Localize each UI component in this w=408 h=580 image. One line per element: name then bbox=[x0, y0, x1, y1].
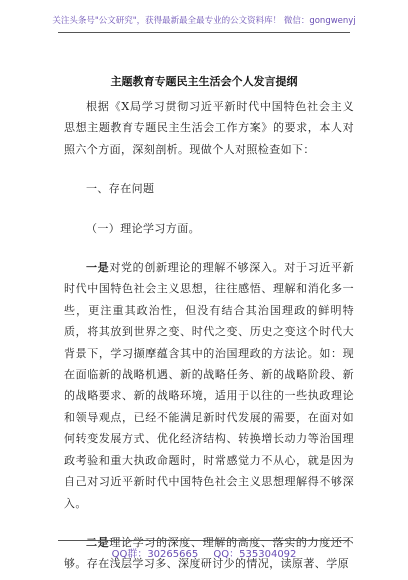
footer-qq-group: QQ群：30265665 bbox=[111, 549, 199, 560]
document-body bbox=[64, 96, 354, 575]
paragraph-1-text: 对党的创新理论的理解不够深入。对于习近平新时代中国特色社会主义思想，往往感悟、理解和消化多一些，更注重其政治性，但没有结合其治国理政的鲜明特质，将其放到世界之变、时代之变、历史之变这个时代大背景下，学习撷摩蕴含其中的治国理政的方法论。如：现在面临新的战略机遇、新的战略任务、新的战略阶段、新的战略要求、新的战略环境，适用于以往的一些执政理论和领导观点，已经不能满足新时代发展的需要，在面对如何转变发展方式、优化经济结构、转换增长动力等治国理政考验和重大执政命题时，时常感觉力不从心，就是因为自己对习近平新时代中国特色社会主义思想理解得不够深入。 bbox=[64, 261, 354, 510]
footer-qq: QQ：535304092 bbox=[213, 549, 297, 560]
paragraph-2-lead: 二是 bbox=[86, 535, 110, 549]
subsection-heading: （一）理论学习方面。 bbox=[86, 221, 200, 235]
header-banner: 关注头条号"公文研究"，获得最新最全最专业的公文资料库！ 微信：gongwenyj bbox=[52, 16, 356, 26]
footer-divider bbox=[58, 540, 350, 541]
paragraph-2-text: 理论学习的深度、理解的高度、落实的力度还不够。存在浅层学习多、深度研讨少的情况，读原著、学原 bbox=[64, 535, 354, 571]
footer bbox=[0, 545, 408, 560]
document-title: 主题教育专题民主生活会个人发言提纲 bbox=[110, 75, 298, 88]
paragraph-1 bbox=[64, 257, 354, 514]
paragraph-1-lead: 一是 bbox=[86, 261, 110, 275]
intro-paragraph: 根据《X局学习贯彻习近平新时代中国特色社会主义思想主题教育专题民主生活会工作方案》的要求，本人对照六个方面，深刻剖析。现做个人对照检查如下： bbox=[64, 100, 354, 156]
header-divider bbox=[58, 32, 350, 33]
section-heading: 一、存在问题 bbox=[86, 182, 155, 196]
